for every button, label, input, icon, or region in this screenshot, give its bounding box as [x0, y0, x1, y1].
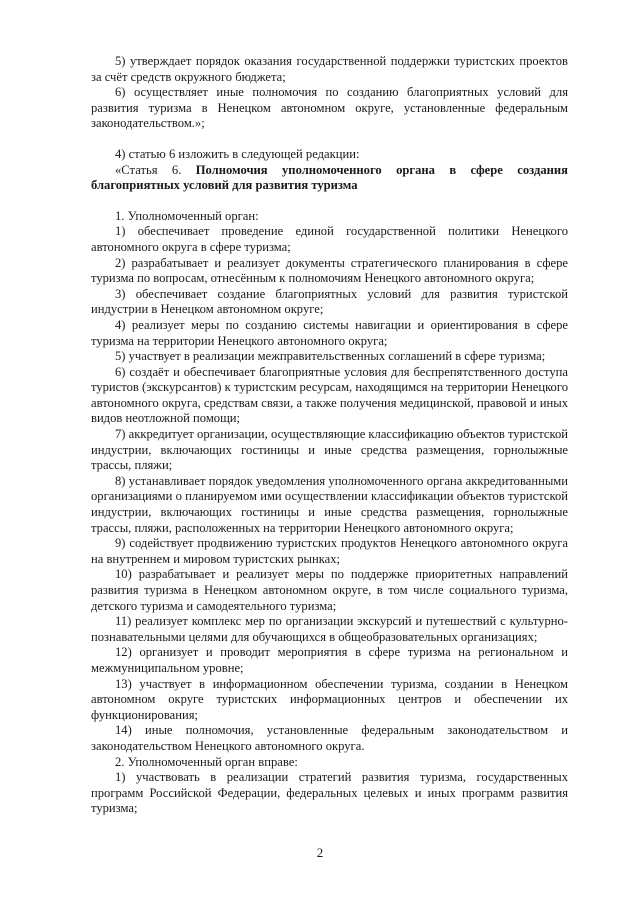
part-2-item: 1) участвовать в реализации стратегий развития туризма, государственных программ Российской Федерации, федеральных целевых и иных программ развития туризма; — [91, 770, 568, 816]
part-2-intro: 2. Уполномоченный орган вправе: — [115, 754, 298, 769]
part-1-item: 4) реализует меры по созданию системы навигации и ориентирования в сфере туризма на территории Ненецкого автономного округа; — [91, 317, 568, 348]
part-1-item: 12) организует и проводит мероприятия в сфере туризма на региональном и межмуниципальном уровне; — [91, 645, 568, 675]
part-1-item: 9) содействует продвижению туристских продуктов Ненецкого автономного округа на внутреннем и мировом туристских рынках; — [91, 536, 568, 566]
part-1-item: 3) обеспечивает создание благоприятных условий для развития туристской индустрии в Ненецком автономном округе; — [91, 286, 568, 317]
part-1-item: 2) разрабатывает и реализует документы стратегического планирования в сфере туризма по вопросам, отнесённым к полномочиям Ненецкого автономного округа; — [91, 255, 568, 286]
part-1-item: 10) разрабатывает и реализует меры по поддержке приоритетных направлений развития туризма в Ненецком автономном округе, в том числе социального туризма, детского туризма и самодеятельного туризма; — [91, 567, 568, 613]
part-1-item: 7) аккредитует организации, осуществляющие классификацию объектов туристской индустрии, включающих гостиницы и иные средства размещения, горнолыжные трассы, пляжи; — [91, 427, 568, 473]
paragraph-item-6: 6) осуществляет иные полномочия по созданию благоприятных условий для развития туризма в Ненецком автономном округе, установленные федеральным законодательством.»; — [91, 85, 568, 131]
amendment-instruction: 4) статью 6 изложить в следующей редакции: — [115, 146, 360, 161]
part-1-item: 11) реализует комплекс мер по организации экскурсий и путешествий с культурно-познавательными целями для обучающихся в общеобразовательных организациях; — [91, 614, 568, 644]
part-1-intro: 1. Уполномоченный орган: — [115, 208, 259, 223]
part-1-item: 5) участвует в реализации межправительственных соглашений в сфере туризма; — [115, 349, 546, 364]
part-1-item: 8) устанавливает порядок уведомления уполномоченного органа аккредитованными организациями о планируемом ими осуществлении классификации объектов туристской индустрии, включающих гостиницы и иные средства размещения, горнолыжные трассы, пляжи, расположенных на территории Ненецкого автономного округа; — [91, 473, 568, 535]
paragraph-item-5: 5) утверждает порядок оказания государственной поддержки туристских проектов за счёт средств окружного бюджета; — [91, 54, 568, 84]
part-1-item: 13) участвует в информационном обеспечении туризма, создании в Ненецком автономном округе туристских информационных центров и обеспечении их функционирования; — [91, 676, 568, 722]
article-heading — [91, 163, 568, 194]
article-title: Полномочия уполномоченного органа в сфере создания благоприятных условий для развития туризма — [91, 162, 568, 193]
article-prefix: «Статья 6. — [115, 162, 182, 177]
part-1-item: 1) обеспечивает проведение единой государственной политики Ненецкого автономного округа в сфере туризма; — [91, 224, 568, 254]
part-1-item: 14) иные полномочия, установленные федеральным законодательством и законодательством Ненецкого автономного округа. — [91, 723, 568, 753]
part-1-item: 6) создаёт и обеспечивает благоприятные условия для беспрепятственного доступа туристов (экскурсантов) к туристским ресурсам, находящимся на территории Ненецкого автономного округа, средствам связи, а также получения медицинской, правовой и иных видов неотложной помощи; — [91, 364, 568, 426]
page-number: 2 — [316, 845, 324, 860]
document-body — [91, 54, 568, 817]
